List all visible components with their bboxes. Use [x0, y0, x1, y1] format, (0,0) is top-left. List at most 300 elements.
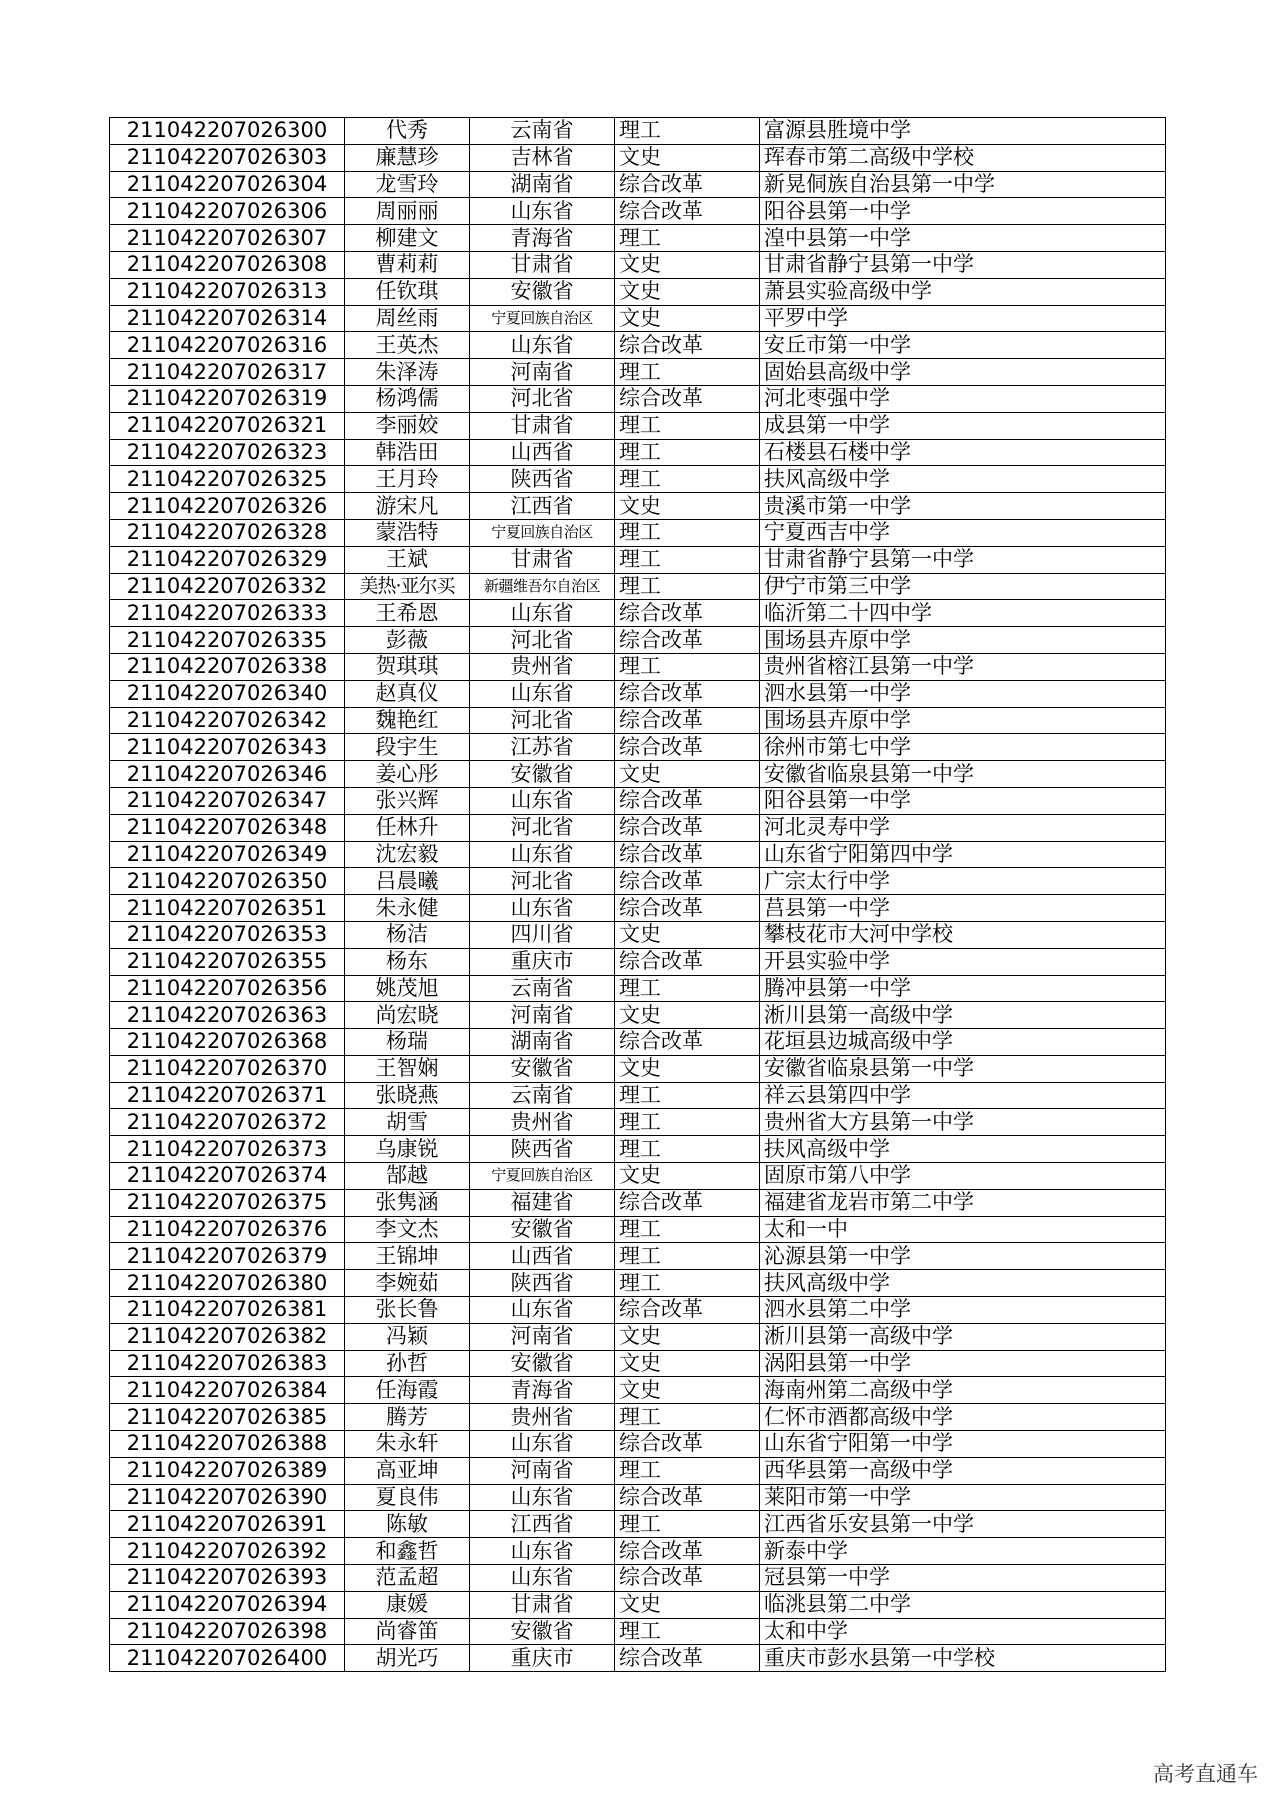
table-row	[110, 1136, 1166, 1163]
table-row	[110, 332, 1166, 359]
id-cell: 211042207026346	[110, 761, 345, 788]
name-cell: 李丽姣	[345, 412, 470, 439]
table-row	[110, 1243, 1166, 1270]
id-cell: 211042207026392	[110, 1538, 345, 1565]
id-cell: 211042207026372	[110, 1109, 345, 1136]
school-cell: 开县实验中学	[760, 948, 1166, 975]
table-row	[110, 439, 1166, 466]
name-cell: 曹莉莉	[345, 251, 470, 278]
school-cell: 甘肃省静宁县第一中学	[760, 546, 1166, 573]
table-row	[110, 1055, 1166, 1082]
name-cell: 贺琪琪	[345, 653, 470, 680]
school-cell: 涡阳县第一中学	[760, 1350, 1166, 1377]
province-cell: 山西省	[470, 1243, 615, 1270]
table-row	[110, 680, 1166, 707]
school-cell: 祥云县第四中学	[760, 1082, 1166, 1109]
category-cell: 理工	[615, 1216, 760, 1243]
id-cell: 211042207026335	[110, 627, 345, 654]
province-cell: 湖南省	[470, 1029, 615, 1056]
category-cell: 综合改革	[615, 385, 760, 412]
id-cell: 211042207026384	[110, 1377, 345, 1404]
category-cell: 综合改革	[615, 198, 760, 225]
school-cell: 河北枣强中学	[760, 385, 1166, 412]
table-row	[110, 144, 1166, 171]
school-cell: 攀枝花市大河中学校	[760, 921, 1166, 948]
table-row	[110, 1457, 1166, 1484]
table-row	[110, 895, 1166, 922]
school-cell: 新泰中学	[760, 1538, 1166, 1565]
school-cell: 泗水县第二中学	[760, 1297, 1166, 1324]
table-row	[110, 546, 1166, 573]
category-cell: 综合改革	[615, 868, 760, 895]
name-cell: 朱泽涛	[345, 359, 470, 386]
id-cell: 211042207026326	[110, 493, 345, 520]
category-cell: 理工	[615, 975, 760, 1002]
table-row	[110, 627, 1166, 654]
category-cell: 综合改革	[615, 332, 760, 359]
school-cell: 淅川县第一高级中学	[760, 1002, 1166, 1029]
table-row	[110, 171, 1166, 198]
name-cell: 柳建文	[345, 225, 470, 252]
category-cell: 综合改革	[615, 627, 760, 654]
name-cell: 胡光巧	[345, 1645, 470, 1672]
id-cell: 211042207026355	[110, 948, 345, 975]
table-row	[110, 1163, 1166, 1190]
province-cell: 安徽省	[470, 761, 615, 788]
category-cell: 文史	[615, 1163, 760, 1190]
id-cell: 211042207026373	[110, 1136, 345, 1163]
table-row	[110, 653, 1166, 680]
id-cell: 211042207026374	[110, 1163, 345, 1190]
table-row	[110, 359, 1166, 386]
id-cell: 211042207026348	[110, 814, 345, 841]
category-cell: 综合改革	[615, 1645, 760, 1672]
province-cell: 山东省	[470, 895, 615, 922]
name-cell: 张长鲁	[345, 1297, 470, 1324]
province-cell: 甘肃省	[470, 546, 615, 573]
province-cell: 陕西省	[470, 466, 615, 493]
table-row	[110, 841, 1166, 868]
id-cell: 211042207026308	[110, 251, 345, 278]
school-cell: 西华县第一高级中学	[760, 1457, 1166, 1484]
province-cell: 山东省	[470, 600, 615, 627]
table-row	[110, 493, 1166, 520]
school-cell: 河北灵寿中学	[760, 814, 1166, 841]
province-cell: 甘肃省	[470, 251, 615, 278]
id-cell: 211042207026316	[110, 332, 345, 359]
name-cell: 龙雪玲	[345, 171, 470, 198]
province-cell: 贵州省	[470, 1404, 615, 1431]
table-row	[110, 1538, 1166, 1565]
table-row	[110, 278, 1166, 305]
name-cell: 任林升	[345, 814, 470, 841]
name-cell: 王智娴	[345, 1055, 470, 1082]
school-cell: 围场县卉原中学	[760, 627, 1166, 654]
id-cell: 211042207026380	[110, 1270, 345, 1297]
province-cell: 宁夏回族自治区	[470, 519, 615, 546]
id-cell: 211042207026333	[110, 600, 345, 627]
id-cell: 211042207026391	[110, 1511, 345, 1538]
name-cell: 胡雪	[345, 1109, 470, 1136]
school-cell: 冠县第一中学	[760, 1565, 1166, 1592]
school-cell: 莱阳市第一中学	[760, 1484, 1166, 1511]
name-cell: 李文杰	[345, 1216, 470, 1243]
watermark-text: 高考直通车	[1153, 1762, 1258, 1786]
table-row	[110, 466, 1166, 493]
id-cell: 211042207026307	[110, 225, 345, 252]
province-cell: 山东省	[470, 787, 615, 814]
school-cell: 福建省龙岩市第二中学	[760, 1189, 1166, 1216]
id-cell: 211042207026314	[110, 305, 345, 332]
province-cell: 河北省	[470, 627, 615, 654]
table-row	[110, 519, 1166, 546]
id-cell: 211042207026382	[110, 1323, 345, 1350]
province-cell: 山东省	[470, 841, 615, 868]
school-cell: 萧县实验高级中学	[760, 278, 1166, 305]
name-cell: 王希恩	[345, 600, 470, 627]
province-cell: 河南省	[470, 1323, 615, 1350]
name-cell: 杨洁	[345, 921, 470, 948]
table-row	[110, 975, 1166, 1002]
id-cell: 211042207026353	[110, 921, 345, 948]
province-cell: 河北省	[470, 707, 615, 734]
category-cell: 理工	[615, 1109, 760, 1136]
id-cell: 211042207026329	[110, 546, 345, 573]
table-row	[110, 761, 1166, 788]
category-cell: 文史	[615, 278, 760, 305]
table-row	[110, 868, 1166, 895]
category-cell: 理工	[615, 1082, 760, 1109]
name-cell: 张隽涵	[345, 1189, 470, 1216]
name-cell: 冯颖	[345, 1323, 470, 1350]
name-cell: 夏良伟	[345, 1484, 470, 1511]
province-cell: 重庆市	[470, 948, 615, 975]
id-cell: 211042207026381	[110, 1297, 345, 1324]
category-cell: 理工	[615, 519, 760, 546]
name-cell: 美热·亚尔买	[345, 573, 470, 600]
province-cell: 河南省	[470, 1457, 615, 1484]
category-cell: 综合改革	[615, 841, 760, 868]
table-row	[110, 118, 1166, 145]
school-cell: 安丘市第一中学	[760, 332, 1166, 359]
name-cell: 孙哲	[345, 1350, 470, 1377]
category-cell: 理工	[615, 466, 760, 493]
name-cell: 段宇生	[345, 734, 470, 761]
name-cell: 姚茂旭	[345, 975, 470, 1002]
id-cell: 211042207026398	[110, 1618, 345, 1645]
name-cell: 周丝雨	[345, 305, 470, 332]
name-cell: 任钦琪	[345, 278, 470, 305]
province-cell: 安徽省	[470, 278, 615, 305]
id-cell: 211042207026306	[110, 198, 345, 225]
table-row	[110, 1350, 1166, 1377]
table-row	[110, 1109, 1166, 1136]
id-cell: 211042207026375	[110, 1189, 345, 1216]
category-cell: 综合改革	[615, 948, 760, 975]
category-cell: 文史	[615, 761, 760, 788]
table-row	[110, 1270, 1166, 1297]
category-cell: 理工	[615, 573, 760, 600]
school-cell: 平罗中学	[760, 305, 1166, 332]
table-row	[110, 1377, 1166, 1404]
category-cell: 综合改革	[615, 787, 760, 814]
name-cell: 彭薇	[345, 627, 470, 654]
province-cell: 青海省	[470, 225, 615, 252]
category-cell: 理工	[615, 1243, 760, 1270]
province-cell: 山东省	[470, 1538, 615, 1565]
category-cell: 理工	[615, 439, 760, 466]
province-cell: 山东省	[470, 1484, 615, 1511]
name-cell: 朱永健	[345, 895, 470, 922]
school-cell: 贵州省榕江县第一中学	[760, 653, 1166, 680]
province-cell: 河南省	[470, 359, 615, 386]
table-row	[110, 1484, 1166, 1511]
table-row	[110, 948, 1166, 975]
table-row	[110, 1216, 1166, 1243]
school-cell: 临洮县第二中学	[760, 1591, 1166, 1618]
id-cell: 211042207026351	[110, 895, 345, 922]
name-cell: 任海霞	[345, 1377, 470, 1404]
id-cell: 211042207026325	[110, 466, 345, 493]
table-row	[110, 1323, 1166, 1350]
name-cell: 康媛	[345, 1591, 470, 1618]
school-cell: 重庆市彭水县第一中学校	[760, 1645, 1166, 1672]
school-cell: 太和一中	[760, 1216, 1166, 1243]
province-cell: 山西省	[470, 439, 615, 466]
table-row	[110, 1082, 1166, 1109]
province-cell: 安徽省	[470, 1618, 615, 1645]
name-cell: 王月玲	[345, 466, 470, 493]
category-cell: 综合改革	[615, 680, 760, 707]
name-cell: 腾芳	[345, 1404, 470, 1431]
id-cell: 211042207026338	[110, 653, 345, 680]
name-cell: 杨东	[345, 948, 470, 975]
name-cell: 张兴辉	[345, 787, 470, 814]
school-cell: 海南州第二高级中学	[760, 1377, 1166, 1404]
category-cell: 文史	[615, 1055, 760, 1082]
school-cell: 湟中县第一中学	[760, 225, 1166, 252]
school-cell: 石楼县石楼中学	[760, 439, 1166, 466]
name-cell: 吕晨曦	[345, 868, 470, 895]
school-cell: 山东省宁阳第一中学	[760, 1431, 1166, 1458]
table-row	[110, 251, 1166, 278]
name-cell: 李婉茹	[345, 1270, 470, 1297]
category-cell: 综合改革	[615, 1431, 760, 1458]
province-cell: 宁夏回族自治区	[470, 305, 615, 332]
school-cell: 新晃侗族自治县第一中学	[760, 171, 1166, 198]
id-cell: 211042207026323	[110, 439, 345, 466]
province-cell: 重庆市	[470, 1645, 615, 1672]
province-cell: 山东省	[470, 1297, 615, 1324]
province-cell: 福建省	[470, 1189, 615, 1216]
province-cell: 湖南省	[470, 171, 615, 198]
category-cell: 理工	[615, 1511, 760, 1538]
school-cell: 仁怀市酒都高级中学	[760, 1404, 1166, 1431]
id-cell: 211042207026342	[110, 707, 345, 734]
id-cell: 211042207026349	[110, 841, 345, 868]
id-cell: 211042207026376	[110, 1216, 345, 1243]
school-cell: 莒县第一中学	[760, 895, 1166, 922]
id-cell: 211042207026379	[110, 1243, 345, 1270]
province-cell: 河南省	[470, 1002, 615, 1029]
table-row	[110, 1645, 1166, 1672]
id-cell: 211042207026300	[110, 118, 345, 145]
province-cell: 贵州省	[470, 1109, 615, 1136]
name-cell: 乌康锐	[345, 1136, 470, 1163]
table-row	[110, 1591, 1166, 1618]
name-cell: 尚睿笛	[345, 1618, 470, 1645]
province-cell: 甘肃省	[470, 1591, 615, 1618]
school-cell: 宁夏西吉中学	[760, 519, 1166, 546]
name-cell: 周丽丽	[345, 198, 470, 225]
name-cell: 高亚坤	[345, 1457, 470, 1484]
roster-body	[110, 118, 1166, 1672]
category-cell: 综合改革	[615, 1538, 760, 1565]
category-cell: 理工	[615, 225, 760, 252]
id-cell: 211042207026394	[110, 1591, 345, 1618]
table-row	[110, 1297, 1166, 1324]
category-cell: 综合改革	[615, 1565, 760, 1592]
school-cell: 扶风高级中学	[760, 466, 1166, 493]
school-cell: 徐州市第七中学	[760, 734, 1166, 761]
id-cell: 211042207026347	[110, 787, 345, 814]
category-cell: 理工	[615, 1136, 760, 1163]
id-cell: 211042207026313	[110, 278, 345, 305]
table-row	[110, 1618, 1166, 1645]
table-row	[110, 734, 1166, 761]
province-cell: 江西省	[470, 493, 615, 520]
category-cell: 综合改革	[615, 814, 760, 841]
category-cell: 综合改革	[615, 1029, 760, 1056]
school-cell: 固原市第八中学	[760, 1163, 1166, 1190]
category-cell: 文史	[615, 251, 760, 278]
school-cell: 淅川县第一高级中学	[760, 1323, 1166, 1350]
name-cell: 朱永轩	[345, 1431, 470, 1458]
category-cell: 文史	[615, 1591, 760, 1618]
category-cell: 理工	[615, 118, 760, 145]
name-cell: 和鑫哲	[345, 1538, 470, 1565]
name-cell: 韩浩田	[345, 439, 470, 466]
name-cell: 范孟超	[345, 1565, 470, 1592]
name-cell: 沈宏毅	[345, 841, 470, 868]
id-cell: 211042207026371	[110, 1082, 345, 1109]
id-cell: 211042207026385	[110, 1404, 345, 1431]
name-cell: 蒙浩特	[345, 519, 470, 546]
name-cell: 代秀	[345, 118, 470, 145]
province-cell: 云南省	[470, 975, 615, 1002]
province-cell: 江西省	[470, 1511, 615, 1538]
table-row	[110, 305, 1166, 332]
province-cell: 四川省	[470, 921, 615, 948]
id-cell: 211042207026390	[110, 1484, 345, 1511]
province-cell: 青海省	[470, 1377, 615, 1404]
school-cell: 固始县高级中学	[760, 359, 1166, 386]
category-cell: 文史	[615, 1323, 760, 1350]
table-row	[110, 921, 1166, 948]
id-cell: 211042207026332	[110, 573, 345, 600]
category-cell: 理工	[615, 653, 760, 680]
province-cell: 山东省	[470, 198, 615, 225]
category-cell: 理工	[615, 1270, 760, 1297]
province-cell: 山东省	[470, 1431, 615, 1458]
province-cell: 安徽省	[470, 1055, 615, 1082]
table-row	[110, 1565, 1166, 1592]
id-cell: 211042207026388	[110, 1431, 345, 1458]
school-cell: 成县第一中学	[760, 412, 1166, 439]
id-cell: 211042207026303	[110, 144, 345, 171]
province-cell: 陕西省	[470, 1270, 615, 1297]
school-cell: 贵溪市第一中学	[760, 493, 1166, 520]
category-cell: 综合改革	[615, 1189, 760, 1216]
table-row	[110, 573, 1166, 600]
category-cell: 理工	[615, 359, 760, 386]
category-cell: 文史	[615, 493, 760, 520]
school-cell: 腾冲县第一中学	[760, 975, 1166, 1002]
id-cell: 211042207026350	[110, 868, 345, 895]
name-cell: 王英杰	[345, 332, 470, 359]
province-cell: 云南省	[470, 118, 615, 145]
category-cell: 综合改革	[615, 734, 760, 761]
province-cell: 山东省	[470, 680, 615, 707]
province-cell: 新疆维吾尔自治区	[470, 573, 615, 600]
table-row	[110, 412, 1166, 439]
province-cell: 贵州省	[470, 653, 615, 680]
table-row	[110, 1002, 1166, 1029]
province-cell: 江苏省	[470, 734, 615, 761]
province-cell: 陕西省	[470, 1136, 615, 1163]
province-cell: 河北省	[470, 385, 615, 412]
id-cell: 211042207026319	[110, 385, 345, 412]
school-cell: 珲春市第二高级中学校	[760, 144, 1166, 171]
category-cell: 文史	[615, 144, 760, 171]
table-row	[110, 787, 1166, 814]
student-roster-table	[109, 117, 1166, 1672]
id-cell: 211042207026356	[110, 975, 345, 1002]
category-cell: 文史	[615, 305, 760, 332]
category-cell: 文史	[615, 921, 760, 948]
id-cell: 211042207026383	[110, 1350, 345, 1377]
table-row	[110, 707, 1166, 734]
school-cell: 花垣县边城高级中学	[760, 1029, 1166, 1056]
school-cell: 安徽省临泉县第一中学	[760, 1055, 1166, 1082]
province-cell: 云南省	[470, 1082, 615, 1109]
school-cell: 阳谷县第一中学	[760, 198, 1166, 225]
school-cell: 富源县胜境中学	[760, 118, 1166, 145]
school-cell: 泗水县第一中学	[760, 680, 1166, 707]
school-cell: 围场县卉原中学	[760, 707, 1166, 734]
province-cell: 宁夏回族自治区	[470, 1163, 615, 1190]
province-cell: 山东省	[470, 332, 615, 359]
name-cell: 姜心彤	[345, 761, 470, 788]
province-cell: 吉林省	[470, 144, 615, 171]
id-cell: 211042207026340	[110, 680, 345, 707]
school-cell: 贵州省大方县第一中学	[760, 1109, 1166, 1136]
category-cell: 文史	[615, 1377, 760, 1404]
id-cell: 211042207026393	[110, 1565, 345, 1592]
category-cell: 综合改革	[615, 600, 760, 627]
name-cell: 王锦坤	[345, 1243, 470, 1270]
school-cell: 阳谷县第一中学	[760, 787, 1166, 814]
table-row	[110, 600, 1166, 627]
school-cell: 安徽省临泉县第一中学	[760, 761, 1166, 788]
school-cell: 沁源县第一中学	[760, 1243, 1166, 1270]
school-cell: 扶风高级中学	[760, 1136, 1166, 1163]
name-cell: 杨瑞	[345, 1029, 470, 1056]
table-row	[110, 1431, 1166, 1458]
category-cell: 综合改革	[615, 895, 760, 922]
school-cell: 甘肃省静宁县第一中学	[760, 251, 1166, 278]
id-cell: 211042207026304	[110, 171, 345, 198]
